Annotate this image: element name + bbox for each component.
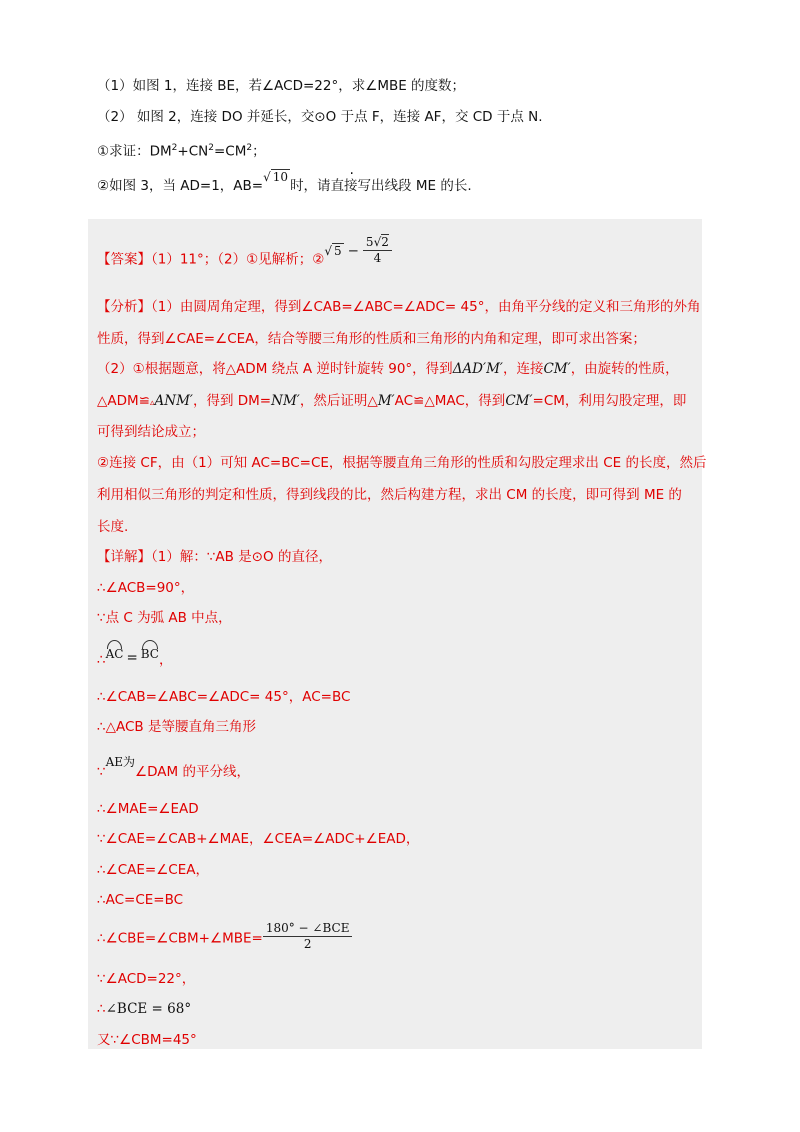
math-nm: NM′ bbox=[271, 393, 300, 409]
detail-line-9: ∵∠CAE=∠CAB+∠MAE，∠CEA=∠ADC+∠EAD， bbox=[97, 831, 420, 847]
question-part-2: （2） 如图 2，连接 DO 并延长，交⊙O 于点 F，连接 AF，交 CD 于点 N. bbox=[97, 109, 543, 125]
q2-2-prefix: ②如图 3，当 AD=1，AB= bbox=[97, 178, 264, 194]
detail-line-7 bbox=[97, 752, 250, 780]
detail-text-1: （1）解：∵AB 是⊙O 的直径， bbox=[151, 549, 332, 565]
analysis-4c: ，然后证明△ bbox=[299, 393, 378, 409]
sqrt-5: √ 5 bbox=[324, 243, 342, 258]
answer-text: （1）11°；（2）①见解析；② bbox=[151, 251, 325, 268]
arc-bc: BC bbox=[141, 640, 159, 664]
analysis-label: 【分析】 bbox=[97, 299, 151, 315]
q2-1-prefix: ①求证：DM bbox=[97, 143, 172, 160]
superscript: 2 bbox=[171, 143, 178, 153]
detail-line-4 bbox=[97, 640, 173, 668]
detail-label: 【详解】 bbox=[97, 549, 151, 565]
q2-1-suffix: ； bbox=[252, 143, 266, 160]
detail-line-1 bbox=[97, 547, 332, 567]
answer-fraction: $\frac{5√2}{4}$ bbox=[363, 235, 392, 266]
question-part-2-2 bbox=[97, 170, 472, 196]
math-cm: CM′ bbox=[543, 361, 571, 377]
analysis-3b: ，连接 bbox=[502, 361, 544, 377]
minus-sign: − bbox=[347, 242, 359, 259]
math-cm-prime: CM′ bbox=[505, 393, 533, 409]
answer-label: 【答案】 bbox=[97, 251, 151, 268]
analysis-line-8: 长度. bbox=[97, 519, 129, 535]
detail-line-6: ∴△ACB 是等腰直角三角形 bbox=[97, 719, 256, 735]
sqrt-10: √ 10 bbox=[263, 170, 289, 184]
math-anm: ANM′ bbox=[154, 393, 193, 409]
detail-line-12 bbox=[97, 923, 352, 954]
math-m-prime: M′ bbox=[377, 393, 395, 409]
analysis-line-4 bbox=[97, 391, 686, 413]
detail-line-13: ∵∠ACD=22°， bbox=[97, 971, 196, 987]
superscript: 2 bbox=[246, 143, 253, 153]
analysis-4e: =CM，利用勾股定理，即 bbox=[532, 393, 687, 409]
triangle-icon: ▵ bbox=[149, 398, 155, 408]
q2-1-mid1: +CN bbox=[177, 143, 209, 160]
detail-line-3: ∵点 C 为弧 AB 中点， bbox=[97, 610, 232, 626]
answer-line bbox=[97, 235, 392, 275]
detail-7-rest: ∠DAM 的平分线， bbox=[135, 764, 250, 780]
q2-2-suffix: 线段 ME 的长. bbox=[384, 178, 472, 194]
question-part-1: （1）如图 1，连接 BE，若∠ACD=22°，求∠MBE 的度数； bbox=[97, 78, 466, 94]
fraction-bce: $\frac{\text{180° − ∠BCE}}{2}$ bbox=[263, 921, 353, 952]
detail-line-10: ∴∠CAE=∠CEA， bbox=[97, 862, 209, 878]
q2-2-mid: 时，请 bbox=[290, 178, 331, 194]
superscript: 2 bbox=[208, 143, 214, 153]
analysis-line-2: 性质，得到∠CAE=∠CEA，结合等腰三角形的性质和三角形的内角和定理，即可求出答案； bbox=[97, 331, 646, 347]
math-ae: AE为 bbox=[105, 755, 136, 769]
detail-line-14 bbox=[97, 999, 191, 1019]
analysis-line-3 bbox=[97, 359, 679, 379]
analysis-4a: △ADM≌ bbox=[97, 393, 150, 409]
detail-line-5: ∴∠CAB=∠ABC=∠ADC= 45°，AC=BC bbox=[97, 689, 351, 705]
math-bce: ∠BCE = 68° bbox=[105, 1001, 192, 1017]
analysis-3c: ，由旋转的性质， bbox=[570, 361, 679, 377]
equals-sign: = bbox=[126, 650, 138, 666]
q2-1-mid2: =CM bbox=[213, 143, 247, 160]
detail-line-15: 又∵∠CBM=45° bbox=[97, 1032, 197, 1048]
detail-12-prefix: ∴∠CBE=∠CBM+∠MBE= bbox=[97, 930, 263, 947]
analysis-3a: （2）①根据题意，将△ADM 绕点 A 逆时针旋转 90°，得到 bbox=[97, 361, 453, 377]
question-part-2-1 bbox=[97, 138, 266, 162]
detail-line-2: ∴∠ACB=90°， bbox=[97, 580, 195, 596]
because-symbol: ∵ bbox=[97, 764, 106, 780]
comma: ， bbox=[159, 652, 173, 668]
arc-ac: AC bbox=[106, 640, 124, 664]
therefore-symbol: ∴ bbox=[97, 1001, 106, 1017]
analysis-line-5: 可得到结论成立； bbox=[97, 424, 205, 440]
detail-line-11: ∴AC=CE=BC bbox=[97, 892, 184, 908]
analysis-line-6: ②连接 CF，由（1）可知 AC=BC=CE，根据等腰直角三角形的性质和勾股定理求出 CE 的长度，然后 bbox=[97, 455, 707, 471]
q2-2-emphasis: 直接写出 bbox=[330, 178, 385, 194]
analysis-4d: AC≌△MAC，得到 bbox=[394, 393, 506, 409]
math-ad-m: ΔAD′M′ bbox=[452, 361, 503, 377]
therefore-symbol: ∴ bbox=[97, 652, 106, 668]
analysis-line-7: 利用相似三角形的判定和性质，得到线段的比，然后构建方程，求出 CM 的长度，即可得到 ME 的 bbox=[97, 487, 682, 503]
detail-line-8: ∴∠MAE=∠EAD bbox=[97, 801, 199, 817]
analysis-text-1: （1）由圆周角定理，得到∠CAB=∠ABC=∠ADC= 45°，由角平分线的定义和三角形的外角 bbox=[151, 299, 701, 315]
analysis-line-1 bbox=[97, 297, 700, 317]
analysis-4b: ，得到 DM= bbox=[192, 393, 272, 409]
